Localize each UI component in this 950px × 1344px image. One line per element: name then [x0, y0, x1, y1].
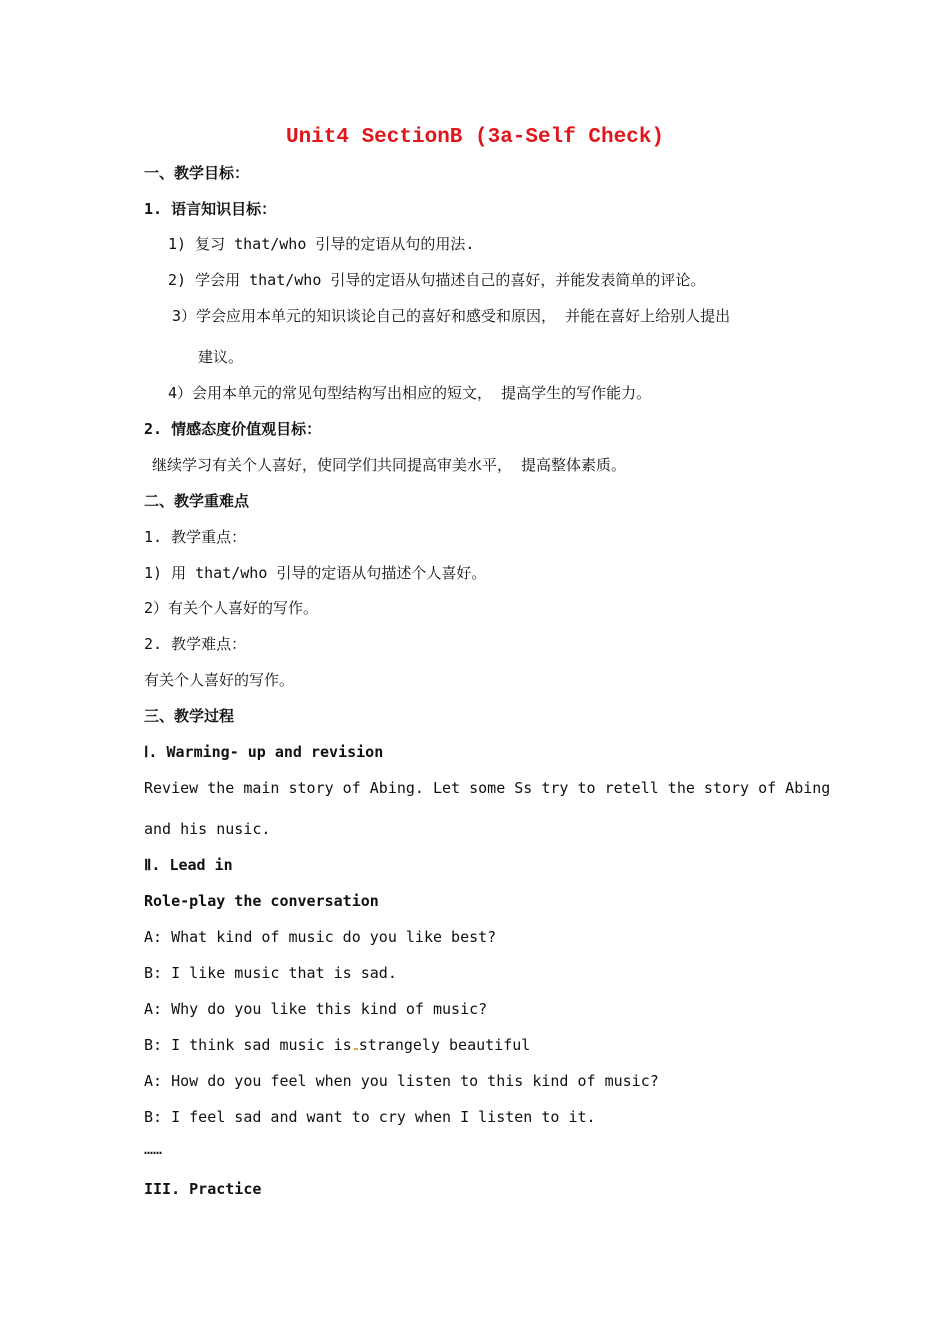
lead-in-heading: Ⅱ. Lead in — [144, 856, 233, 874]
edit-mark — [354, 1048, 358, 1050]
key-point-2: 2）有关个人喜好的写作。 — [144, 599, 319, 617]
dialog-line-4-end: strangely beautiful — [358, 1036, 531, 1054]
section-3-heading: 三、教学过程 — [144, 707, 235, 725]
goal-item-2: 2) 学会用 that/who 引导的定语从句描述自己的喜好，并能发表简单的评论。 — [168, 271, 706, 289]
key-point-1: 1) 用 that/who 引导的定语从句描述个人喜好。 — [144, 564, 487, 582]
section-2-heading: 二、教学重难点 — [144, 492, 250, 510]
dialog-line-1: A: What kind of music do you like best? — [144, 928, 497, 946]
difficult-point-text: 有关个人喜好的写作。 — [144, 671, 295, 689]
warming-up-text-line-1: Review the main story of Abing. Let some Ss try to retell the story of Abing — [144, 779, 831, 797]
difficult-points-label: 2. 教学难点： — [144, 635, 247, 653]
document-title: Unit4 SectionB (3a-Self Check) — [285, 126, 665, 149]
emotional-goals-heading: 2. 情感态度价值观目标： — [144, 420, 322, 438]
goal-item-3-continued: 建议。 — [198, 348, 244, 366]
warming-up-heading: Ⅰ. Warming- up and revision — [144, 743, 384, 761]
dialog-line-4 — [144, 1035, 530, 1055]
section-1-heading: 一、教学目标： — [144, 164, 250, 182]
dialog-line-3: A: Why do you like this kind of music? — [144, 1000, 488, 1018]
dialog-line-5: A: How do you feel when you listen to this kind of music? — [144, 1072, 659, 1090]
role-play-heading: Role-play the conversation — [144, 892, 379, 910]
practice-heading: III. Practice — [144, 1180, 262, 1198]
goal-item-3: 3）学会应用本单元的知识谈论自己的喜好和感受和原因， 并能在喜好上给别人提出 — [172, 307, 731, 325]
warming-up-text-line-2: and his nusic. — [144, 820, 271, 838]
dialog-line-4-start: B: I think sad music is — [144, 1036, 352, 1054]
key-points-label: 1. 教学重点： — [144, 528, 247, 546]
emotional-goals-text: 继续学习有关个人喜好，使同学们共同提高审美水平， 提高整体素质。 — [152, 456, 627, 474]
goal-item-1: 1) 复习 that/who 引导的定语从句的用法. — [168, 235, 475, 253]
goal-item-4: 4）会用本单元的常见句型结构写出相应的短文， 提高学生的写作能力。 — [168, 384, 652, 402]
dialog-line-6: B: I feel sad and want to cry when I listen to it. — [144, 1108, 596, 1126]
dialog-ellipsis: …… — [144, 1140, 163, 1158]
language-goals-heading: 1. 语言知识目标： — [144, 200, 277, 218]
dialog-line-2: B: I like music that is sad. — [144, 964, 397, 982]
